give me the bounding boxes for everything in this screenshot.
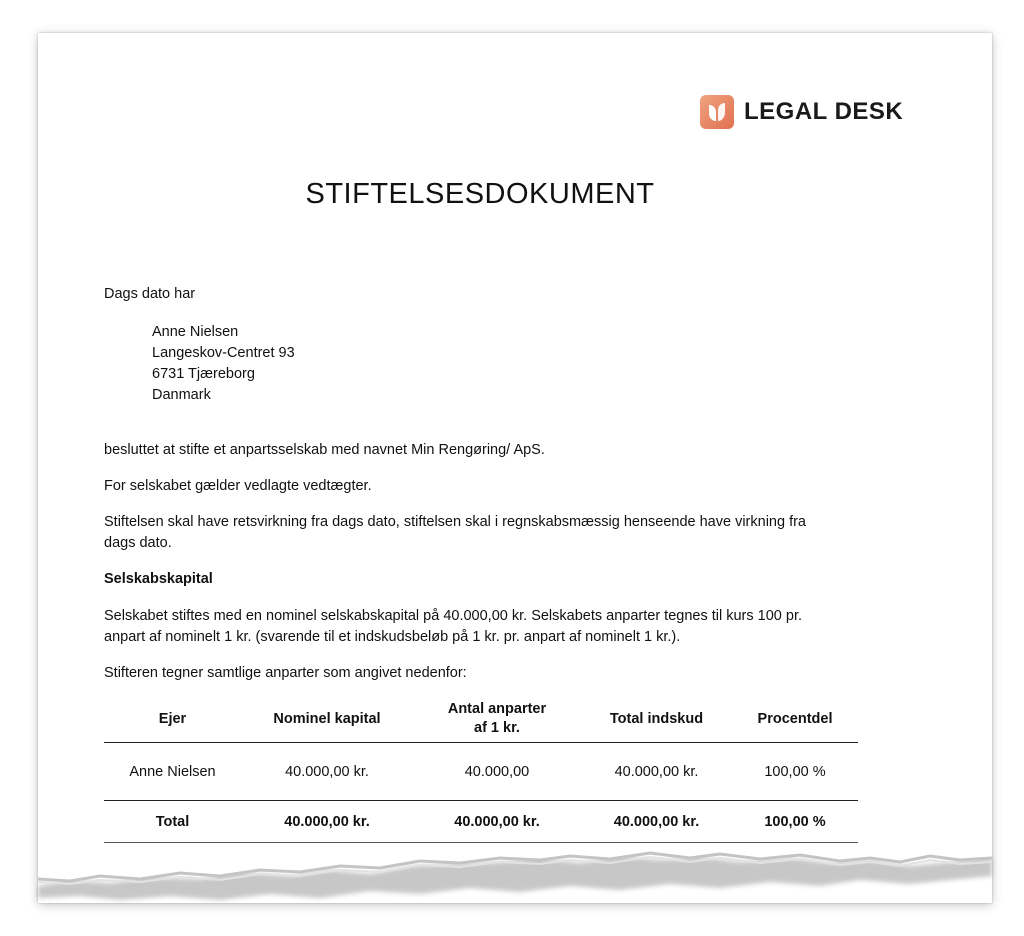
subscription-paragraph: Stifteren tegner samtlige anparter som angivet nedenfor: [104,665,467,681]
total-shares: 40.000,00 kr. [413,801,581,843]
intro-text: Dags dato har [104,286,196,302]
cell-shares: 40.000,00 [413,743,581,801]
founder-address [152,322,295,406]
header-shares-line-2: af 1 kr. [474,720,520,736]
table-row [104,743,858,801]
cell-owner: Anne Nielsen [104,743,241,801]
total-contribution: 40.000,00 kr. [581,801,732,843]
effect-paragraph [104,512,806,554]
header-nominal: Nominel kapital [241,696,413,743]
founder-country: Danmark [152,387,211,403]
header-total-contribution: Total indskud [581,696,732,743]
table-total-row [104,801,858,843]
header-percent: Procentdel [732,696,858,743]
total-owner: Total [104,801,241,843]
founder-name: Anne Nielsen [152,324,239,340]
founder-street: Langeskov-Centret 93 [152,345,295,361]
document-title: STIFTELSESDOKUMENT [305,178,655,210]
header-owner: Ejer [104,696,241,743]
capital-line-2: anpart af nominelt 1 kr. (svarende til et indskudsbeløb på 1 kr. pr. anpart af nominelt 1 kr.). [104,629,681,645]
header-shares [413,696,581,743]
section-heading: Selskabskapital [104,571,213,587]
torn-paper-edge [0,836,1024,936]
founder-city: 6731 Tjæreborg [152,366,255,382]
cell-nominal: 40.000,00 kr. [241,743,413,801]
table-header-row [104,696,858,743]
capital-line-1: Selskabet stiftes med en nominel selskabskapital på 40.000,00 kr. Selskabets anparter tegnes til kurs 100 pr. [104,608,803,624]
cell-total-contribution: 40.000,00 kr. [581,743,732,801]
effect-line-2: dags dato. [104,535,172,551]
effect-line-1: Stiftelsen skal have retsvirkning fra dags dato, stiftelsen skal i regnskabsmæssig henseende have virkning fra [104,514,806,530]
resolution-paragraph: besluttet at stifte et anpartsselskab med navnet Min Rengøring/ ApS. [104,442,545,458]
total-nominal: 40.000,00 kr. [241,801,413,843]
legal-desk-leaf-icon [700,95,734,129]
total-percent: 100,00 % [732,801,858,843]
header-shares-line-1: Antal anparter [447,701,547,717]
shares-table [104,696,858,843]
capital-paragraph [104,606,802,648]
bylaws-paragraph: For selskabet gælder vedlagte vedtægter. [104,478,372,494]
brand-logo [700,95,903,129]
cell-percent: 100,00 % [732,743,858,801]
brand-name: LEGAL DESK [744,98,904,125]
